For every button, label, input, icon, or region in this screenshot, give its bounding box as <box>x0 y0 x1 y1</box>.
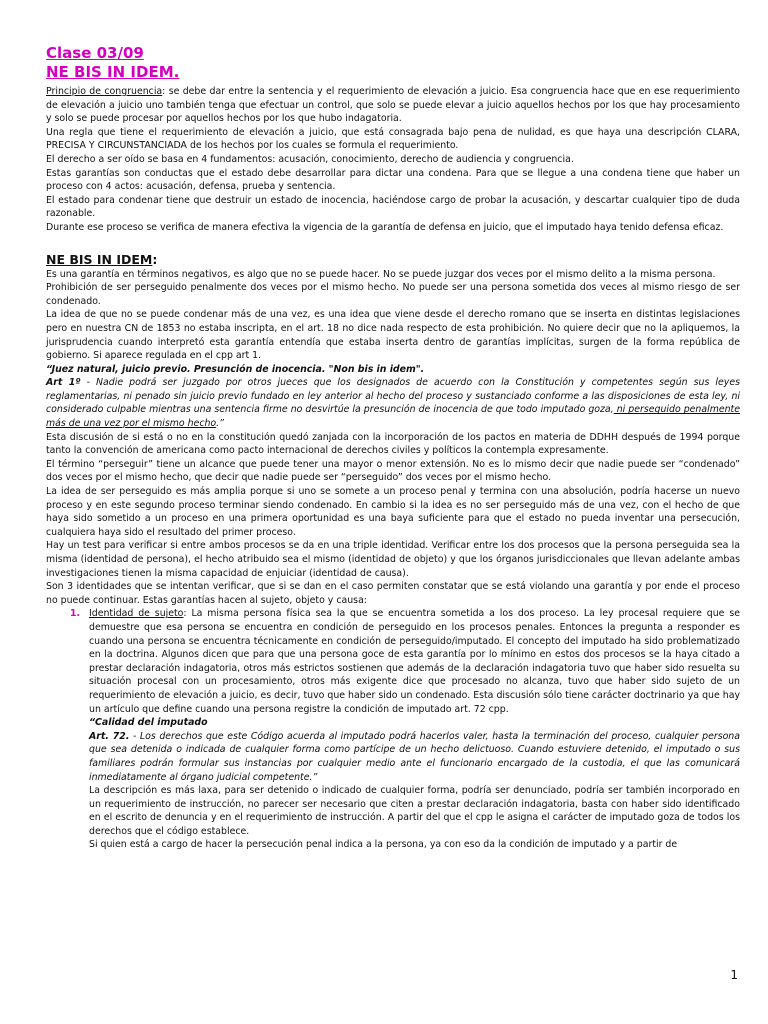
article-end: .” <box>216 418 224 430</box>
paragraph: La idea de ser perseguido es más amplia porque si uno se somete a un proceso penal y termina con una absolución, podría hacerse un nuevo proceso y en este segundo proceso terminar siendo condenado. En cambio si la idea es no ser perseguido más de una vez, con el hecho de que haya sido sometido a un proceso en una primera oportunidad es una baya suficiente para que el estado no pueda inventar una persecución, cualquiera haya sido el resultado del primer proceso. <box>46 486 740 538</box>
article-text: - Los derechos que este Código acuerda al imputado podrá hacerlos valer, hasta la terminación del proceso, cualquier persona que sea detenida o indicada de cualquier forma como partícipe de un hecho delictuoso. Cuando estuviere detenido, el imputado o sus familiares podrán formular sus instancias por cualquier medio ante el funcionario encargado de la custodia, el que las comunicará inmediatamente al órgano judicial competente.” <box>89 730 740 783</box>
article-label: Art. 72. <box>89 730 130 742</box>
document-page <box>46 44 740 852</box>
paragraph <box>46 85 740 126</box>
paragraph: El término “perseguir” tiene un alcance que puede tener una mayor o menor extensión. No es lo mismo decir que nadie puede ser “condenado” dos veces por el mismo hecho, que decir que nadie puede ser “perseguido” dos veces por el mismo hecho. <box>46 458 740 484</box>
calidad-heading: “Calidad del imputado <box>89 717 208 729</box>
list-number: 1. <box>70 608 81 620</box>
paragraph-text: : se debe dar entre la sentencia y el requerimiento de elevación a juicio. Esa congruencia hace que en ese requerimiento de elevación a juicio uno también tenga que efectuar un control, que solo se puede elevar a juicio aquellos hechos por los que hay procesamiento y solo se puede procesar por aquellos hechos por los que hubo indagatoria. <box>46 86 740 125</box>
list-item-lead: Identidad de sujeto <box>89 608 184 620</box>
article-label: Art 1º <box>46 377 81 389</box>
subtitle-text: NE BIS IN IDEM <box>46 251 153 267</box>
article-72-quote <box>89 730 740 784</box>
paragraph: Son 3 identidades que se intentan verificar, que si se dan en el caso permiten constatar que se está violando una garantía y por ende el proceso no puede continuar. Estas garantías hacen al sujeto, objeto y causa: <box>46 581 740 606</box>
section-title: NE BIS IN IDEM. <box>46 63 180 81</box>
list-item-text <box>89 607 740 716</box>
paragraph: Hay un test para verificar si entre ambos procesos se da en una triple identidad. Verificar entre los dos procesos que la persona perseguida sea la misma (identidad de persona), el hecho atribuido sea el mismo (identidad de objeto) y que los órganos jurisdiccionales que llevan adelante ambas investigaciones tienen la misma capacidad de enjuiciar (identidad de causa). <box>46 540 740 579</box>
paragraph: La idea de que no se puede condenar más de una vez, es una idea que viene desde el derecho romano que se inserta en distintas legislaciones pero en nuestra CN de 1853 no estaba inscripta, en el art. 18 no dice nada respecto de esta prohibición. No quiere decir que no la apliquemos, la jurisprudencia cuando interpretó esta garantía entendía que estaba inserta dentro de garantías implícitas, surgen de la forma república de gobierno. Si aparece regulada en el cpp art 1. <box>46 309 740 362</box>
identity-list <box>46 607 740 852</box>
paragraph-lead: Principio de congruencia <box>46 86 163 97</box>
list-item-body: : La misma persona física sea la que se encuentra sometida a los dos proceso. La ley procesal requiere que se demuestre que esa persona se encuentra en condición de perseguido en los procesos penales. Entonces la pregunta a responder es cuando una persona se encuentra técnicamente en condición de perseguido/imputado. El concepto del imputado ha sido problematizado en la doctrina. Algunos dicen que para que una persona goce de esta garantía por lo mínimo en estos dos procesos se la haya citado a prestar declaración indagatoria, otros más estrictos sostienen que además de la declaración indagatoria tuvo que haber sido resuelta su situación procesal con un procesamiento, otros más exigente dice que procesado no alcanza, tuvo que haber sido sujeto de un requerimiento de elevación a juicio, es decir, tuvo que haber sido un condenado. Esta discusión sólo tiene carácter doctrinario ya que hay un artículo que define cuando una persona registre la condición de imputado art. 72 cpp. <box>89 608 740 715</box>
quote-title: “Juez natural, juicio previo. Presunción de inocencia. "Non bis in idem". <box>46 363 425 375</box>
article-1-quote <box>46 376 740 430</box>
paragraph: Si quien está a cargo de hacer la persecución penal indica a la persona, ya con eso da la condición de imputado y a partir de <box>89 839 678 851</box>
class-title: Clase 03/09 <box>46 44 144 62</box>
paragraph: Estas garantías son conductas que el estado debe desarrollar para dictar una condena. Para que se llegue a una condena tiene que haber un proceso con 4 actos: acusación, defensa, prueba y sentencia. <box>46 167 740 193</box>
paragraph: Esta discusión de si está o no en la constitución quedó zanjada con la incorporación de los pactos en materia de DDHH después de 1994 porque tanto la convención de americana como pacto internacional de derechos civiles y políticos la contempla expresamente. <box>46 431 740 457</box>
article-underlined: ni perseguido penalmente más de una vez por el mismo hecho <box>46 404 740 430</box>
paragraph: Es una garantía en términos negativos, es algo que no se puede hacer. No se puede juzgar dos veces por el mismo delito a la misma persona. <box>46 268 716 280</box>
subtitle-colon: : <box>152 251 158 267</box>
paragraph: Durante ese proceso se verifica de manera efectiva la vigencia de la garantía de defensa en juicio, que el imputado haya tenido defensa eficaz. <box>46 221 724 233</box>
list-item <box>46 607 740 852</box>
article-text: - Nadie podrá ser juzgado por otros jueces que los designados de acuerdo con la Constitución y competentes según sus leyes reglamentarias, ni penado sin juicio previo fundado en ley anterior al hecho del proceso y sustanciado conforme a las disposiciones de esta ley, ni considerado culpable mientras una sentencia firme no desvirtúe la presunción de inocencia de que todo imputado goza, <box>46 377 741 416</box>
paragraph: La descripción es más laxa, para ser detenido o indicado de cualquier forma, podría ser denunciado, podría ser también incorporado en un requerimiento de instrucción, no parecer ser necesario que citen a prestar declaración indagatoria, basta con haber sido identificado en el escrito de denuncia y en el requerimiento de instrucción. A partir del que el cpp le asigna el carácter de imputado goza de todos los derechos que el código establece. <box>89 785 740 837</box>
page-number: 1 <box>730 968 738 982</box>
subtitle <box>46 252 740 268</box>
paragraph: Una regla que tiene el requerimiento de elevación a juicio, que está consagrada bajo pena de nulidad, es que haya una descripción CLARA, PRECISA Y CIRCUNSTANCIADA de los hechos por los cuales se formula el requerimiento. <box>46 126 740 152</box>
paragraph: El estado para condenar tiene que destruir un estado de inocencia, haciéndose cargo de probar la acusación, y descartar cualquier tipo de duda razonable. <box>46 194 740 220</box>
paragraph: El derecho a ser oído se basa en 4 fundamentos: acusación, conocimiento, derecho de audiencia y congruencia. <box>46 153 574 165</box>
paragraph: Prohibición de ser perseguido penalmente dos veces por el mismo hecho. No puede ser una persona sometida dos veces al mismo riesgo de ser condenado. <box>46 282 740 307</box>
